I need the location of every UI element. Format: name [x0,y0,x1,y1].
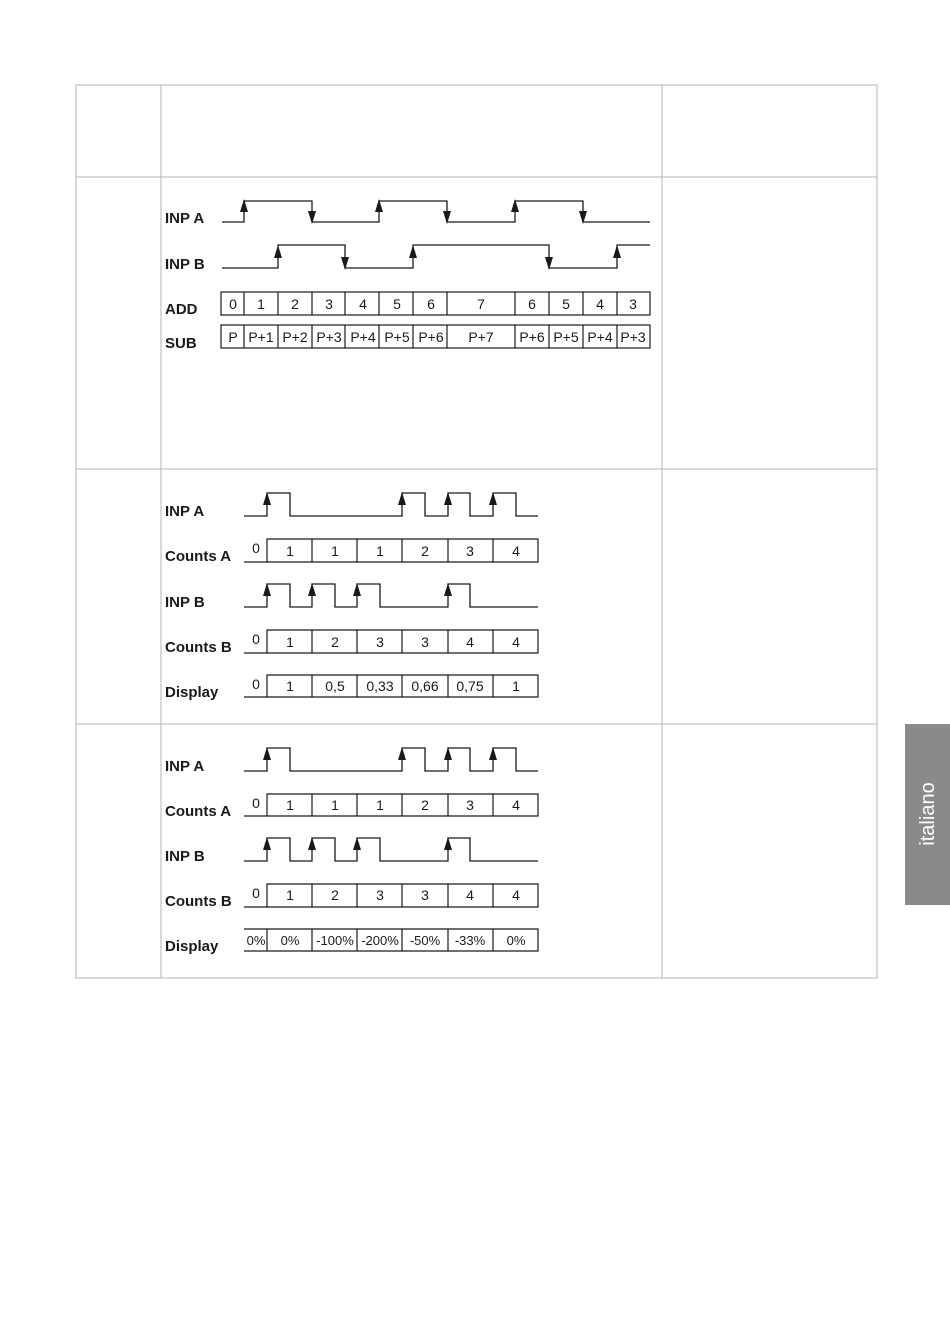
display-cell: 1 [512,678,520,694]
rising-edge-arrow [613,245,621,258]
counts-a-cell: 2 [421,543,429,559]
counts-b-row [244,884,538,907]
rising-edge-arrow [489,492,497,505]
display-cell: 0,75 [456,678,484,694]
display-cell: 0,33 [366,678,394,694]
rising-edge-arrow [444,747,452,760]
add-cell: 7 [477,296,485,312]
counts-b-cell: 4 [466,887,474,903]
counts-b-cell: 3 [376,634,384,650]
sub-cell: P+3 [316,329,342,345]
diagram-add-sub [165,199,650,352]
counts-b-cell: 4 [512,887,520,903]
display-cell: -100% [316,933,354,948]
rising-edge-arrow [263,837,271,850]
counts-a-cell: 1 [286,797,294,813]
diagram-percent [165,747,538,955]
sub-cell: P+4 [587,329,613,345]
display-cell: 1 [286,678,294,694]
sub-cell: P+6 [418,329,444,345]
rising-edge-arrow [353,583,361,596]
display-row [244,929,538,951]
counts-b-cell: 1 [286,887,294,903]
add-cell: 2 [291,296,299,312]
add-cell: 0 [229,296,237,312]
sub-cell: P+1 [248,329,274,345]
counts-b-cell: 3 [421,634,429,650]
diagram-ratio [165,492,538,701]
display-cell: -50% [409,933,441,948]
counts-b-cell: 1 [286,634,294,650]
add-cell: 3 [325,296,333,312]
counts-b-cell: 2 [331,634,339,650]
rising-edge-arrow [398,747,406,760]
inp-b-waveform [244,838,538,861]
inp-b-waveform [244,584,538,607]
rising-edge-arrow [274,245,282,258]
display-cell: 0% [506,933,526,948]
sub-cell: P+4 [350,329,376,345]
counts-b-label: Counts B [165,893,232,910]
rising-edge-arrow [263,492,271,505]
sub-cell: P+3 [620,329,646,345]
counts-a-cell: 4 [512,797,520,813]
side-tab-label: italiano [917,782,939,846]
counts-b-cell: 4 [466,634,474,650]
counts-a-cell: 3 [466,543,474,559]
display-cell: -33% [454,933,486,948]
counts-a-label: Counts A [165,548,232,565]
inp-b-label: INP B [165,256,205,273]
counts-a-cell: 0 [252,540,260,556]
add-cell: 1 [257,296,265,312]
inp-b-label: INP B [165,848,205,865]
rising-edge-arrow [444,837,452,850]
rising-edge-arrow [398,492,406,505]
counts-a-label: Counts A [165,803,232,820]
inp-a-label: INP A [165,503,205,520]
counts-a-cell: 1 [331,797,339,813]
sub-row [221,325,650,348]
rising-edge-arrow [409,245,417,258]
sub-cell: P+6 [519,329,545,345]
counts-b-cell: 4 [512,634,520,650]
counts-a-cell: 1 [331,543,339,559]
inp-a-label: INP A [165,758,205,775]
rising-edge-arrow [444,492,452,505]
inp-a-label: INP A [165,210,205,227]
add-cell: 6 [528,296,536,312]
rising-edge-arrow [444,583,452,596]
counts-b-cell: 3 [376,887,384,903]
sub-cell: P+5 [384,329,410,345]
counts-b-label: Counts B [165,639,232,656]
counts-a-cell: 0 [252,795,260,811]
rising-edge-arrow [489,747,497,760]
display-label: Display [165,938,219,955]
inp-b-waveform [222,245,650,268]
display-cell: 0% [280,933,300,948]
sub-cell: P [228,329,238,345]
counts-b-cell: 0 [252,631,260,647]
add-cell: 6 [427,296,435,312]
sub-cell: P+2 [282,329,308,345]
add-label: ADD [165,301,198,318]
counts-a-cell: 1 [376,797,384,813]
display-cell: 0,66 [411,678,439,694]
language-side-tab [905,724,950,905]
display-cell: 0 [252,676,260,692]
add-cell: 5 [393,296,401,312]
counts-a-cell: 4 [512,543,520,559]
rising-edge-arrow [308,583,316,596]
counts-b-cell: 2 [331,887,339,903]
add-cell: 4 [596,296,604,312]
counts-a-cell: 1 [286,543,294,559]
add-row [221,292,650,315]
counts-a-cell: 2 [421,797,429,813]
inp-b-label: INP B [165,594,205,611]
add-cell: 3 [629,296,637,312]
display-label: Display [165,684,219,701]
sub-cell: P+7 [468,329,494,345]
add-cell: 4 [359,296,367,312]
sub-label: SUB [165,335,197,352]
rising-edge-arrow [353,837,361,850]
sub-cell: P+5 [553,329,579,345]
counts-a-cell: 3 [466,797,474,813]
counts-a-cell: 1 [376,543,384,559]
rising-edge-arrow [263,747,271,760]
rising-edge-arrow [308,837,316,850]
display-cell: 0,5 [325,678,345,694]
rising-edge-arrow [263,583,271,596]
counts-b-cell: 0 [252,885,260,901]
display-row [244,675,538,697]
counts-b-cell: 3 [421,887,429,903]
add-cell: 5 [562,296,570,312]
display-cell: 0% [246,933,266,948]
counts-b-row [244,630,538,653]
counts-a-row [244,539,538,562]
counts-a-row [244,794,538,816]
display-cell: -200% [361,933,399,948]
